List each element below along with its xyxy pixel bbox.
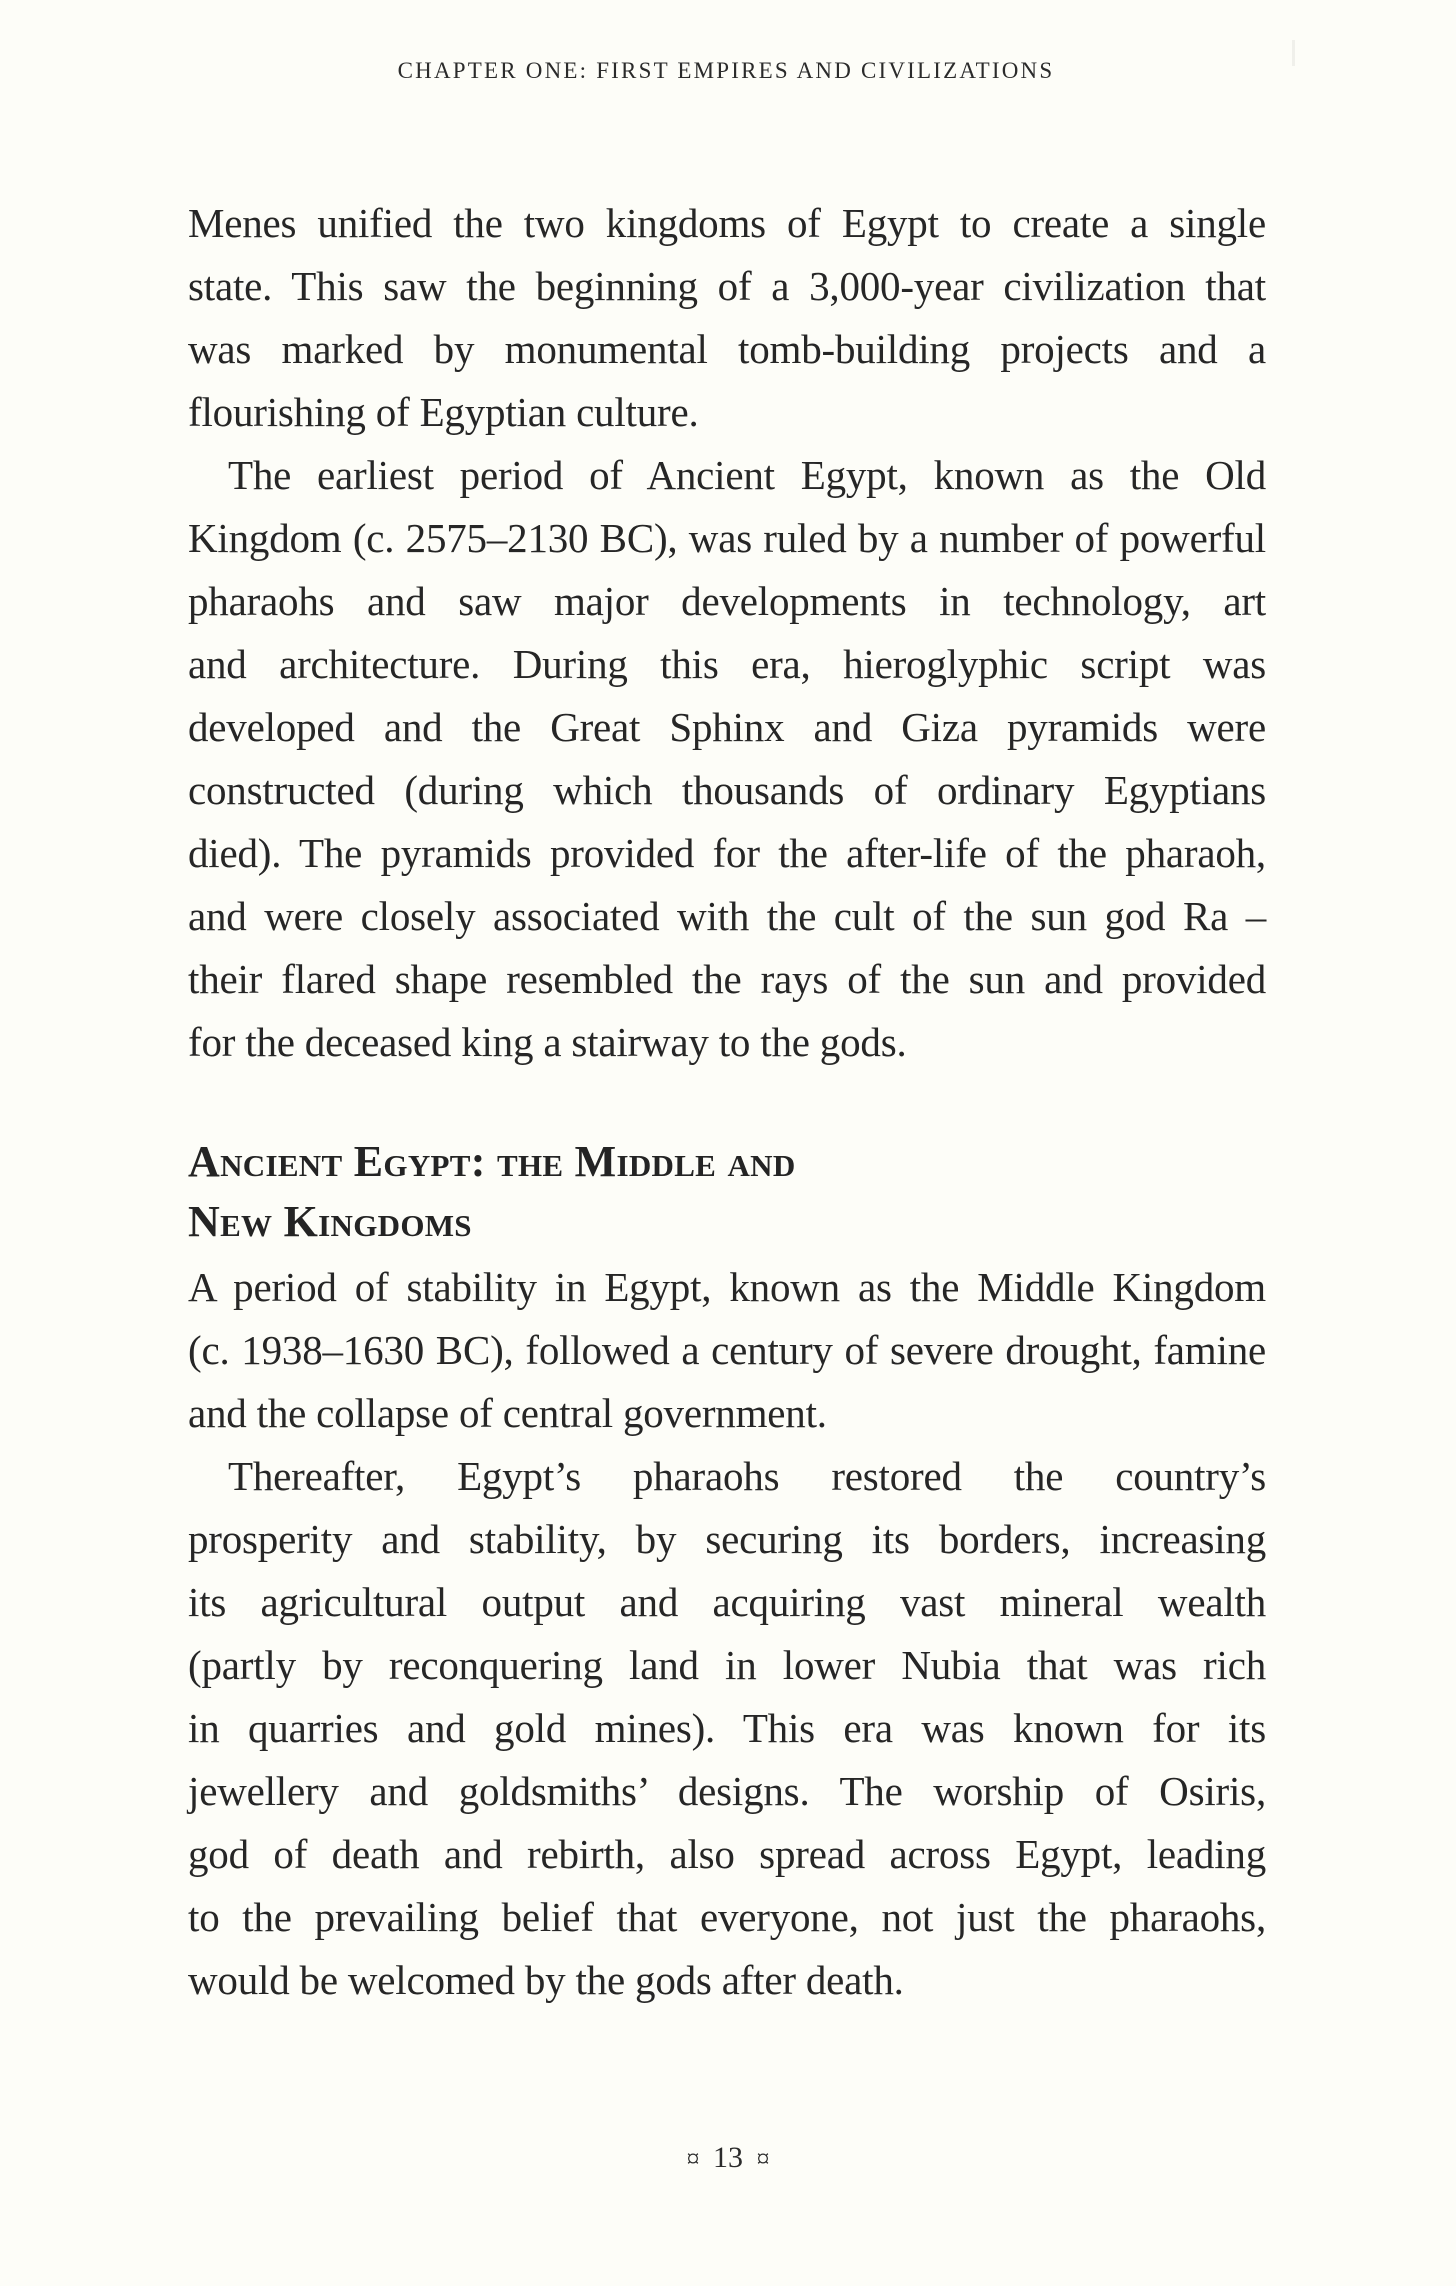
heading-line: New Kingdoms [188, 1197, 472, 1246]
page-number: 13 [713, 2141, 743, 2174]
paragraph-4 [188, 1445, 1266, 2012]
paragraph-2 [188, 444, 1266, 1074]
text-line: to the prevailing belief that everyone, not just the pharaohs, [188, 1894, 1266, 1940]
text-line: (c. 1938–1630 BC), followed a century of severe drought, famine [188, 1327, 1266, 1373]
text-line: and were closely associated with the cult of the sun god Ra – [188, 893, 1266, 939]
text-line: pharaohs and saw major developments in technology, art [188, 578, 1266, 624]
running-head-text: CHAPTER ONE: FIRST EMPIRES AND CIVILIZATIONS [397, 58, 1055, 83]
running-head [0, 56, 1456, 86]
text-line: state. This saw the beginning of a 3,000-year civilization that [188, 263, 1266, 309]
paragraph-1 [188, 192, 1266, 444]
text-line: The earliest period of Ancient Egypt, known as the Old [228, 452, 1266, 498]
text-line: god of death and rebirth, also spread across Egypt, leading [188, 1831, 1266, 1877]
text-line: Thereafter, Egypt’s pharaohs restored the country’s [228, 1453, 1266, 1499]
text-line: A period of stability in Egypt, known as the Middle Kingdom [188, 1264, 1266, 1310]
text-line: Kingdom (c. 2575–2130 BC), was ruled by a number of powerful [188, 515, 1266, 561]
ornament-icon: ¤ [756, 2144, 770, 2173]
text-line: and architecture. During this era, hieroglyphic script was [188, 641, 1266, 687]
text-line: would be welcomed by the gods after death. [188, 1957, 904, 2003]
section-heading [188, 1132, 1266, 1252]
text-line: developed and the Great Sphinx and Giza pyramids were [188, 704, 1266, 750]
text-line: Menes unified the two kingdoms of Egypt to create a single [188, 200, 1266, 246]
text-line: in quarries and gold mines). This era was known for its [188, 1705, 1266, 1751]
text-line: for the deceased king a stairway to the gods. [188, 1019, 907, 1065]
text-line: and the collapse of central government. [188, 1390, 827, 1436]
ornament-icon: ¤ [686, 2144, 700, 2173]
text-line: prosperity and stability, by securing its borders, increasing [188, 1516, 1266, 1562]
text-line: jewellery and goldsmiths’ designs. The worship of Osiris, [188, 1768, 1266, 1814]
text-line: its agricultural output and acquiring vast mineral wealth [188, 1579, 1266, 1625]
text-line: was marked by monumental tomb-building projects and a [188, 326, 1266, 372]
text-line: died). The pyramids provided for the after-life of the pharaoh, [188, 830, 1266, 876]
heading-line: Ancient Egypt: the Middle and [188, 1137, 796, 1186]
text-line: constructed (during which thousands of ordinary Egyptians [188, 767, 1266, 813]
paragraph-3 [188, 1256, 1266, 1445]
text-line: flourishing of Egyptian culture. [188, 389, 699, 435]
text-line: (partly by reconquering land in lower Nubia that was rich [188, 1642, 1266, 1688]
page-folio [0, 2138, 1456, 2179]
text-line: their flared shape resembled the rays of the sun and provided [188, 956, 1266, 1002]
